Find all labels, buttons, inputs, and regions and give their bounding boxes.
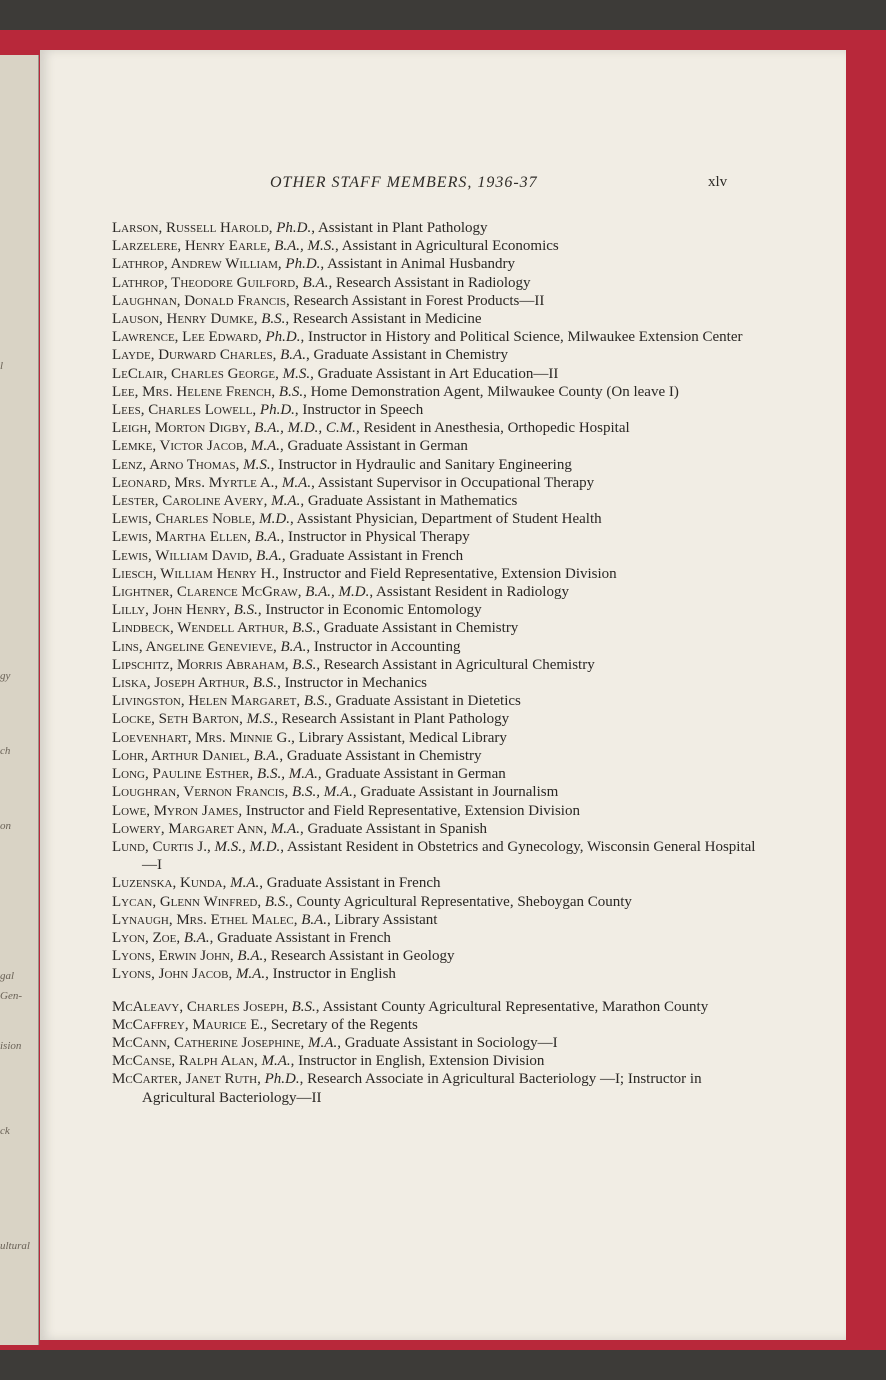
staff-entry: Leigh, Morton Digby, B.A., M.D., C.M., Resident in Anesthesia, Orthopedic Hospital xyxy=(112,420,630,437)
staff-name: Lilly, John Henry xyxy=(112,602,227,619)
staff-name: Lester, Caroline Avery xyxy=(112,493,264,510)
staff-degree: M.A. xyxy=(235,966,266,983)
staff-position: Research Assistant in Medicine xyxy=(292,311,482,328)
staff-entry: Livingston, Helen Margaret, B.S., Graduate Assistant in Dietetics xyxy=(112,693,521,710)
staff-position: Assistant Resident in Obstetrics and Gynecology, Wisconsin General Hospital—I xyxy=(142,838,756,874)
staff-name: Long, Pauline Esther xyxy=(112,766,250,783)
staff-entry: Luzenska, Kunda, M.A., Graduate Assistant in French xyxy=(112,875,441,892)
staff-position: Research Assistant in Agricultural Chemistry xyxy=(323,656,595,673)
staff-name: Lyons, Erwin John xyxy=(112,948,230,965)
staff-entry: Liska, Joseph Arthur, B.S., Instructor in Mechanics xyxy=(112,675,428,692)
staff-position: Instructor in English, Extension Division xyxy=(298,1053,545,1070)
staff-degree: B.A., M.D., C.M. xyxy=(254,420,356,437)
staff-name: Lees, Charles Lowell xyxy=(112,402,253,419)
staff-name: Lowery, Margaret Ann xyxy=(112,820,264,837)
staff-degree: B.S. xyxy=(252,675,278,692)
staff-degree: M.A. xyxy=(270,820,300,837)
staff-degree: B.A. xyxy=(280,347,306,364)
staff-degree: B.A. xyxy=(183,929,210,946)
staff-name: Lathrop, Andrew William xyxy=(112,256,278,273)
page-title: OTHER STAFF MEMBERS, 1936-37 xyxy=(270,174,538,191)
staff-name: Leigh, Morton Digby xyxy=(112,420,247,437)
staff-name: Lathrop, Theodore Guilford xyxy=(112,274,296,291)
staff-degree: B.A. xyxy=(301,911,328,928)
staff-position: Assistant in Animal Husbandry xyxy=(327,256,516,273)
staff-entry: Lewis, Martha Ellen, B.A., Instructor in Physical Therapy xyxy=(112,529,470,546)
staff-position: Research Assistant in Radiology xyxy=(335,274,531,291)
staff-entry: LeClair, Charles George, M.S., Graduate Assistant in Art Education—II xyxy=(112,365,559,382)
staff-position: Assistant in Agricultural Economics xyxy=(341,238,559,255)
staff-name: Lipschitz, Morris Abraham xyxy=(112,656,285,673)
staff-entry: Long, Pauline Esther, B.S., M.A., Graduate Assistant in German xyxy=(112,766,506,783)
staff-name: Lewis, William David xyxy=(112,547,249,564)
staff-position: Research Assistant in Plant Pathology xyxy=(281,711,510,728)
staff-name: Laughnan, Donald Francis xyxy=(112,292,287,309)
staff-degree: Ph.D. xyxy=(285,256,321,273)
staff-degree: B.S. xyxy=(233,602,258,619)
staff-name: Lyon, Zoe xyxy=(112,929,177,946)
staff-degree: B.S. xyxy=(292,656,317,673)
staff-entry: Lewis, William David, B.A., Graduate Assistant in French xyxy=(112,547,464,564)
staff-entry: Lee, Mrs. Helene French, B.S., Home Demonstration Agent, Milwaukee County (On leave I) xyxy=(112,383,679,400)
staff-degree: M.A. xyxy=(250,438,281,455)
staff-entry: Lowe, Myron James, Instructor and Field Representative, Extension Division xyxy=(112,802,580,819)
staff-position: Graduate Assistant in French xyxy=(289,547,464,564)
staff-entry: Leonard, Mrs. Myrtle A., M.A., Assistant Supervisor in Occupational Therapy xyxy=(112,474,595,491)
staff-position: Secretary of the Regents xyxy=(270,1016,418,1033)
staff-name: Lemke, Victor Jacob xyxy=(112,438,244,455)
staff-degree: Ph.D. xyxy=(265,329,301,346)
staff-position: Instructor in Economic Entomology xyxy=(265,602,482,619)
staff-position: Graduate Assistant in Spanish xyxy=(307,820,488,837)
staff-position: Graduate Assistant in Dietetics xyxy=(335,693,521,710)
staff-entry: Lilly, John Henry, B.S., Instructor in Economic Entomology xyxy=(112,602,482,619)
staff-degree: B.A., M.S. xyxy=(274,238,336,255)
staff-entry: McCarter, Janet Ruth, Ph.D., Research Associate in Agricultural Bacteriology —I; Instructor in Agricultural Bacteriology—II xyxy=(112,1071,702,1106)
book-page xyxy=(40,50,846,1340)
staff-entry: Loughran, Vernon Francis, B.S., M.A., Graduate Assistant in Journalism xyxy=(112,784,559,801)
staff-list xyxy=(112,219,762,1107)
staff-entry: Lynaugh, Mrs. Ethel Malec, B.A., Library Assistant xyxy=(112,911,438,928)
staff-position: Resident in Anesthesia, Orthopedic Hospital xyxy=(363,420,630,437)
staff-degree: Ph.D. xyxy=(276,220,312,236)
staff-entry: Lawrence, Lee Edward, Ph.D., Instructor in History and Political Science, Milwaukee Extension Center xyxy=(112,329,743,346)
staff-name: Luzenska, Kunda xyxy=(112,875,223,892)
staff-entry: Lyons, John Jacob, M.A., Instructor in English xyxy=(112,966,396,983)
staff-position: Research Assistant in Forest Products—II xyxy=(293,292,545,309)
staff-position: Instructor in Hydraulic and Sanitary Engineering xyxy=(278,456,572,473)
staff-degree: M.A. xyxy=(281,474,312,491)
staff-name: Larson, Russell Harold xyxy=(112,220,269,236)
staff-position: Assistant Supervisor in Occupational Therapy xyxy=(317,474,595,491)
staff-name: Lightner, Clarence McGraw xyxy=(112,584,298,601)
staff-name: Lyons, John Jacob xyxy=(112,966,229,983)
staff-degree: M.S., M.D. xyxy=(214,838,281,855)
staff-position: Assistant Resident in Radiology xyxy=(376,584,569,601)
staff-position: Graduate Assistant in Journalism xyxy=(360,784,559,801)
staff-degree: B.S., M.A. xyxy=(257,766,318,783)
staff-name: Loevenhart, Mrs. Minnie G. xyxy=(112,729,292,746)
staff-name: Leonard, Mrs. Myrtle A. xyxy=(112,474,275,491)
staff-entry: Lyons, Erwin John, B.A., Research Assistant in Geology xyxy=(112,948,455,965)
staff-entry: McCanse, Ralph Alan, M.A., Instructor in English, Extension Division xyxy=(112,1053,545,1070)
staff-name: Lowe, Myron James xyxy=(112,802,239,819)
staff-entry: McCaffrey, Maurice E., Secretary of the Regents xyxy=(112,1016,418,1033)
staff-name: Lenz, Arno Thomas xyxy=(112,456,236,473)
staff-name: Loughran, Vernon Francis xyxy=(112,784,285,801)
staff-position: Instructor in Mechanics xyxy=(284,675,428,692)
staff-degree: B.A. xyxy=(254,529,281,546)
staff-degree: M.D. xyxy=(259,511,290,528)
staff-name: McCanse, Ralph Alan xyxy=(112,1053,254,1070)
staff-name: Lindbeck, Wendell Arthur xyxy=(112,620,285,637)
staff-entry: Laughnan, Donald Francis, Research Assistant in Forest Products—II xyxy=(112,292,545,309)
staff-position: Instructor in Accounting xyxy=(313,638,461,655)
staff-degree: B.A., M.D. xyxy=(305,584,370,601)
staff-degree: B.S. xyxy=(303,693,328,710)
staff-name: Locke, Seth Barton xyxy=(112,711,240,728)
staff-entry: Loevenhart, Mrs. Minnie G., Library Assistant, Medical Library xyxy=(112,729,507,746)
staff-entry: McAleavy, Charles Joseph, B.S., Assistant County Agricultural Representative, Marathon County xyxy=(112,998,709,1015)
staff-entry: Lipschitz, Morris Abraham, B.S., Research Assistant in Agricultural Chemistry xyxy=(112,656,595,673)
staff-name: McCaffrey, Maurice E. xyxy=(112,1016,264,1033)
staff-entry: Lathrop, Theodore Guilford, B.A., Research Assistant in Radiology xyxy=(112,274,531,291)
staff-degree: M.A. xyxy=(308,1034,338,1051)
staff-name: Lewis, Charles Noble xyxy=(112,511,252,528)
staff-entry: Lycan, Glenn Winfred, B.S., County Agricultural Representative, Sheboygan County xyxy=(112,893,632,910)
staff-degree: Ph.D. xyxy=(259,402,295,419)
staff-position: Graduate Assistant in Mathematics xyxy=(307,493,518,510)
staff-entry: Lester, Caroline Avery, M.A., Graduate Assistant in Mathematics xyxy=(112,493,518,510)
staff-degree: B.A. xyxy=(237,948,264,965)
staff-position: Instructor and Field Representative, Extension Division xyxy=(282,565,617,582)
staff-degree: B.S. xyxy=(291,998,316,1015)
staff-name: Livingston, Helen Margaret xyxy=(112,693,297,710)
staff-entry: McCann, Catherine Josephine, M.A., Graduate Assistant in Sociology—I xyxy=(112,1034,558,1051)
staff-position: Instructor in History and Political Science, Milwaukee Extension Center xyxy=(308,329,743,346)
page-number: xlv xyxy=(708,174,728,190)
staff-name: Larzelere, Henry Earle xyxy=(112,238,267,255)
staff-position: Assistant County Agricultural Representative, Marathon County xyxy=(322,998,709,1015)
staff-entry: Lauson, Henry Dumke, B.S., Research Assistant in Medicine xyxy=(112,311,482,328)
staff-position: Library Assistant xyxy=(334,911,438,928)
staff-position: Graduate Assistant in German xyxy=(325,766,506,783)
staff-position: Instructor and Field Representative, Extension Division xyxy=(245,802,580,819)
staff-entry: Layde, Durward Charles, B.A., Graduate Assistant in Chemistry xyxy=(112,347,509,364)
staff-position: Research Associate in Agricultural Bacteriology —I; Instructor in Agricultural Bacteriology—II xyxy=(142,1071,702,1106)
staff-position: Graduate Assistant in German xyxy=(287,438,468,455)
staff-position: Graduate Assistant in Art Education—II xyxy=(317,365,559,382)
staff-name: Layde, Durward Charles xyxy=(112,347,273,364)
staff-degree: B.S., M.A. xyxy=(292,784,353,801)
staff-degree: B.S. xyxy=(292,620,317,637)
staff-name: McCann, Catherine Josephine xyxy=(112,1034,301,1051)
staff-position: Graduate Assistant in Sociology—I xyxy=(344,1034,558,1051)
staff-degree: M.S. xyxy=(246,711,275,728)
staff-degree: M.S. xyxy=(243,456,271,473)
staff-name: LeClair, Charles George xyxy=(112,365,276,382)
staff-degree: M.A. xyxy=(261,1053,291,1070)
staff-degree: B.S. xyxy=(264,893,290,910)
staff-name: McCarter, Janet Ruth xyxy=(112,1071,258,1088)
staff-position: Graduate Assistant in French xyxy=(217,929,391,946)
staff-degree: B.A. xyxy=(302,274,329,291)
staff-name: Lee, Mrs. Helene French xyxy=(112,383,272,400)
staff-name: McAleavy, Charles Joseph xyxy=(112,998,285,1015)
staff-name: Lohr, Arthur Daniel xyxy=(112,747,247,764)
staff-entry: Lemke, Victor Jacob, M.A., Graduate Assistant in German xyxy=(112,438,468,455)
staff-degree: M.S. xyxy=(282,365,311,382)
facing-page-edge: l gy ch on gal Gen- ision ck ultural xyxy=(0,55,39,1345)
staff-degree: B.A. xyxy=(280,638,307,655)
staff-entry: Lees, Charles Lowell, Ph.D., Instructor in Speech xyxy=(112,402,424,419)
staff-entry: Lindbeck, Wendell Arthur, B.S., Graduate Assistant in Chemistry xyxy=(112,620,519,637)
staff-entry: Lohr, Arthur Daniel, B.A., Graduate Assistant in Chemistry xyxy=(112,747,482,764)
staff-name: Liska, Joseph Arthur xyxy=(112,675,246,692)
staff-position: Graduate Assistant in French xyxy=(266,875,441,892)
staff-position: County Agricultural Representative, Sheboygan County xyxy=(296,893,632,910)
staff-entry: Lyon, Zoe, B.A., Graduate Assistant in French xyxy=(112,929,391,946)
staff-entry: Larson, Russell Harold, Ph.D., Assistant in Plant Pathology xyxy=(112,220,488,236)
staff-position: Instructor in Physical Therapy xyxy=(287,529,470,546)
staff-name: Lauson, Henry Dumke xyxy=(112,311,254,328)
staff-name: Lycan, Glenn Winfred xyxy=(112,893,258,910)
staff-entry: Lenz, Arno Thomas, M.S., Instructor in Hydraulic and Sanitary Engineering xyxy=(112,456,572,473)
staff-name: Lawrence, Lee Edward xyxy=(112,329,259,346)
staff-position: Assistant in Plant Pathology xyxy=(317,220,488,236)
staff-entry: Lewis, Charles Noble, M.D., Assistant Physician, Department of Student Health xyxy=(112,511,602,528)
staff-position: Research Assistant in Geology xyxy=(270,948,455,965)
staff-entry: Larzelere, Henry Earle, B.A., M.S., Assistant in Agricultural Economics xyxy=(112,238,559,255)
staff-entry: Lins, Angeline Genevieve, B.A., Instructor in Accounting xyxy=(112,638,461,655)
staff-position: Assistant Physician, Department of Student Health xyxy=(296,511,602,528)
staff-degree: B.S. xyxy=(261,311,286,328)
staff-entry: Liesch, William Henry H., Instructor and Field Representative, Extension Division xyxy=(112,565,617,582)
staff-name: Liesch, William Henry H. xyxy=(112,565,276,582)
staff-degree: B.A. xyxy=(256,547,282,564)
staff-degree: M.A. xyxy=(271,493,301,510)
staff-position: Graduate Assistant in Chemistry xyxy=(313,347,509,364)
staff-degree: B.A. xyxy=(253,747,280,764)
staff-position: Graduate Assistant in Chemistry xyxy=(323,620,519,637)
staff-entry: Locke, Seth Barton, M.S., Research Assistant in Plant Pathology xyxy=(112,711,510,728)
staff-entry: Lightner, Clarence McGraw, B.A., M.D., Assistant Resident in Radiology xyxy=(112,584,569,601)
staff-degree: B.S. xyxy=(278,383,304,400)
staff-degree: Ph.D. xyxy=(264,1071,300,1088)
staff-position: Home Demonstration Agent, Milwaukee County (On leave I) xyxy=(310,383,679,400)
staff-name: Lewis, Martha Ellen xyxy=(112,529,248,546)
staff-position: Library Assistant, Medical Library xyxy=(298,729,507,746)
staff-entry: Lowery, Margaret Ann, M.A., Graduate Assistant in Spanish xyxy=(112,820,488,837)
staff-position: Instructor in English xyxy=(272,966,396,983)
staff-name: Lins, Angeline Genevieve xyxy=(112,638,273,655)
staff-entry: Lund, Curtis J., M.S., M.D., Assistant Resident in Obstetrics and Gynecology, Wisconsin General Hospital—I xyxy=(112,838,756,874)
staff-entry: Lathrop, Andrew William, Ph.D., Assistant in Animal Husbandry xyxy=(112,256,516,273)
staff-degree: M.A. xyxy=(230,875,260,892)
staff-position: Graduate Assistant in Chemistry xyxy=(286,747,482,764)
staff-position: Instructor in Speech xyxy=(302,402,424,419)
staff-name: Lund, Curtis J. xyxy=(112,838,207,855)
staff-name: Lynaugh, Mrs. Ethel Malec xyxy=(112,911,294,928)
